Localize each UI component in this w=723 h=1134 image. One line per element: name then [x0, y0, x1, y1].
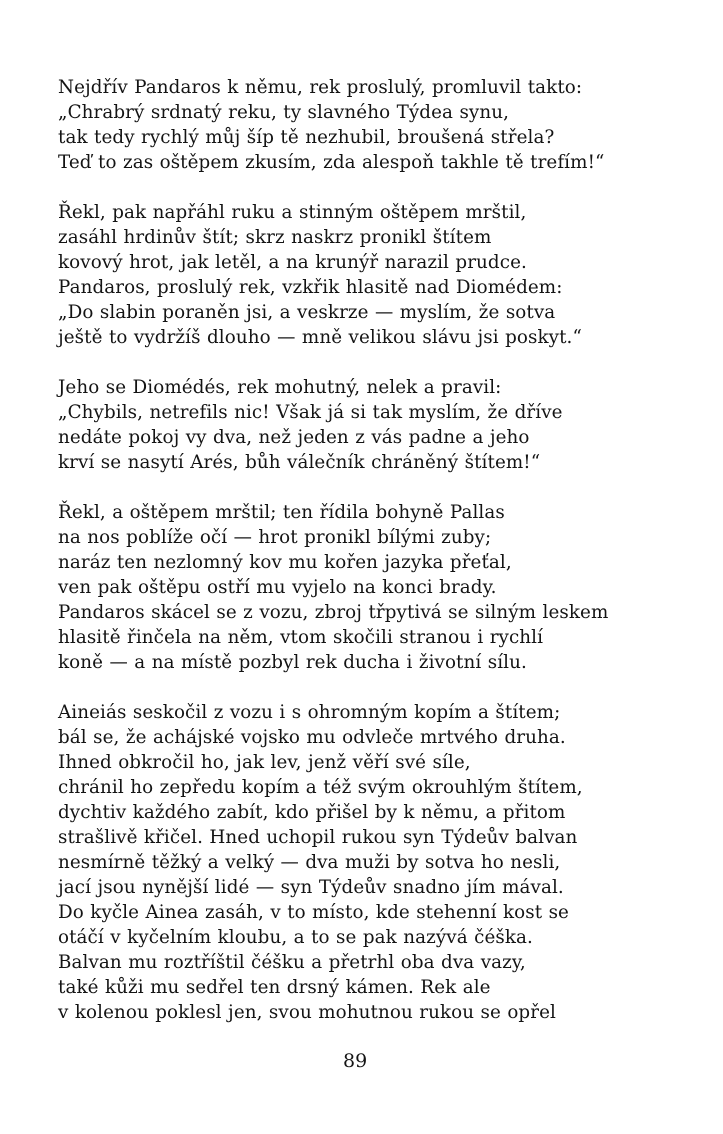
text-line: také kůži mu sedřel ten drsný kámen. Rek ale [58, 977, 491, 998]
text-line: nesmírně těžký a velký — dva muži by sotva ho nesli, [58, 852, 561, 873]
text-line: krví se nasytí Arés, bůh válečník chráněný štítem!“ [58, 452, 541, 473]
text-line: jací jsou nynější lidé — syn Týdeův snadno jím mával. [58, 877, 564, 898]
text-line: Jeho se Diomédés, rek mohutný, nelek a pravil: [58, 377, 502, 398]
text-line: ještě to vydržíš dlouho — mně velikou slávu jsi poskyt.“ [58, 327, 582, 348]
text-line: Ihned obkročil ho, jak lev, jenž věří své síle, [58, 752, 471, 773]
text-line: Nejdřív Pandaros k němu, rek proslulý, promluvil takto: [58, 77, 583, 98]
text-line: v kolenou poklesl jen, svou mohutnou rukou se opřel [58, 1002, 556, 1023]
text-line: koně — a na místě pozbyl rek ducha i životní sílu. [58, 652, 527, 673]
text-line: Balvan mu roztříštil čéšku a přetrhl oba dva vazy, [58, 952, 526, 973]
text-line: „Do slabin poraněn jsi, a veskrze — myslím, že sotva [58, 302, 556, 323]
text-line: Teď to zas oštěpem zkusím, zda alespoň takhle tě trefím!“ [58, 152, 605, 173]
text-line: ven pak oštěpu ostří mu vyjelo na konci brady. [58, 577, 497, 598]
text-line: bál se, že achájské vojsko mu odvleče mrtvého druha. [58, 727, 566, 748]
text-line: hlasitě řinčela na něm, vtom skočili stranou i rychlí [58, 627, 544, 648]
text-line: chránil ho zepředu kopím a též svým okrouhlým štítem, [58, 777, 583, 798]
text-line: Řekl, a oštěpem mrštil; ten řídila bohyně Pallas [58, 502, 505, 523]
text-line: Řekl, pak napřáhl ruku a stinným oštěpem mrštil, [58, 202, 527, 223]
text-line: otáčí v kyčelním kloubu, a to se pak nazývá čéška. [58, 927, 533, 948]
text-line: zasáhl hrdinův štít; skrz naskrz pronikl štítem [58, 227, 492, 248]
text-line: „Chybils, netrefils nic! Však já si tak myslím, že dříve [58, 402, 563, 423]
text-line: „Chrabrý srdnatý reku, ty slavného Týdea synu, [58, 102, 510, 123]
text-line: dychtiv každého zabít, kdo přišel by k němu, a přitom [58, 802, 566, 823]
text-line: tak tedy rychlý můj šíp tě nezhubil, broušená střela? [58, 127, 555, 148]
text-line: Pandaros, proslulý rek, vzkřik hlasitě nad Diomédem: [58, 277, 563, 298]
text-line: strašlivě křičel. Hned uchopil rukou syn Týdeův balvan [58, 827, 578, 848]
text-line: kovový hrot, jak letěl, a na krunýř narazil prudce. [58, 252, 527, 273]
text-line: Pandaros skácel se z vozu, zbroj třpytivá se silným leskem [58, 602, 609, 623]
text-line: na nos poblíže očí — hrot pronikl bílými zuby; [58, 527, 492, 548]
text-line: nedáte pokoj vy dva, než jeden z vás padne a jeho [58, 427, 530, 448]
text-line: Do kyčle Ainea zasáh, v to místo, kde stehenní kost se [58, 902, 569, 923]
text-line: Aineiás seskočil z vozu i s ohromným kopím a štítem; [58, 702, 561, 723]
text-line: naráz ten nezlomný kov mu kořen jazyka přeťal, [58, 552, 512, 573]
page-number: 89 [343, 1050, 368, 1072]
